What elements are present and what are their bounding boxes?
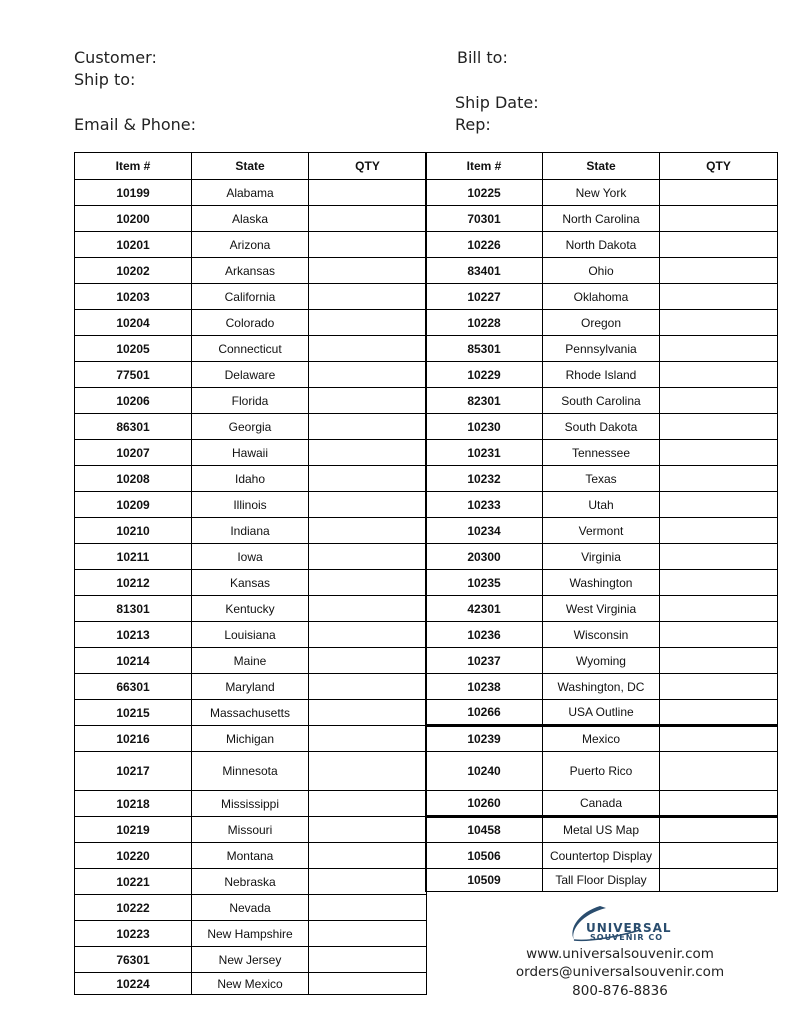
table-row bbox=[75, 362, 427, 388]
qty-input-cell[interactable] bbox=[309, 726, 427, 752]
item-number-cell: 10216 bbox=[75, 726, 192, 752]
qty-input-cell[interactable] bbox=[309, 843, 427, 869]
rep-label: Rep: bbox=[455, 115, 491, 134]
state-cell: Missouri bbox=[192, 817, 309, 843]
qty-input-cell[interactable] bbox=[309, 947, 427, 973]
qty-input-cell[interactable] bbox=[309, 180, 427, 206]
state-cell: Ohio bbox=[543, 258, 660, 284]
table-row bbox=[75, 973, 427, 995]
contact-website[interactable]: www.universalsouvenir.com bbox=[526, 946, 714, 962]
table-row bbox=[426, 518, 778, 544]
table-row bbox=[426, 336, 778, 362]
state-cell: Florida bbox=[192, 388, 309, 414]
table-row bbox=[75, 284, 427, 310]
table-row bbox=[426, 700, 778, 726]
item-number-cell: 10206 bbox=[75, 388, 192, 414]
state-cell: Kentucky bbox=[192, 596, 309, 622]
item-number-cell: 10223 bbox=[75, 921, 192, 947]
item-number-cell: 10217 bbox=[75, 752, 192, 791]
table-row bbox=[75, 180, 427, 206]
table-row bbox=[75, 947, 427, 973]
item-number-cell: 10237 bbox=[426, 648, 543, 674]
state-cell: West Virginia bbox=[543, 596, 660, 622]
state-cell: USA Outline bbox=[543, 700, 660, 726]
qty-input-cell[interactable] bbox=[309, 258, 427, 284]
table-row bbox=[426, 414, 778, 440]
qty-input-cell[interactable] bbox=[660, 414, 778, 440]
state-cell: New York bbox=[543, 180, 660, 206]
qty-input-cell[interactable] bbox=[309, 518, 427, 544]
company-logo bbox=[560, 902, 700, 946]
state-cell: Virginia bbox=[543, 544, 660, 570]
qty-input-cell[interactable] bbox=[660, 544, 778, 570]
column-header-state: State bbox=[192, 153, 309, 180]
state-cell: Michigan bbox=[192, 726, 309, 752]
qty-input-cell[interactable] bbox=[309, 596, 427, 622]
qty-input-cell[interactable] bbox=[660, 570, 778, 596]
state-cell: Alabama bbox=[192, 180, 309, 206]
state-cell: Minnesota bbox=[192, 752, 309, 791]
item-number-cell: 10203 bbox=[75, 284, 192, 310]
column-header-item: Item # bbox=[426, 153, 543, 180]
qty-input-cell[interactable] bbox=[309, 440, 427, 466]
item-number-cell: 10239 bbox=[426, 726, 543, 752]
item-number-cell: 66301 bbox=[75, 674, 192, 700]
state-cell: Oklahoma bbox=[543, 284, 660, 310]
state-cell: Canada bbox=[543, 791, 660, 817]
item-number-cell: 10225 bbox=[426, 180, 543, 206]
qty-input-cell[interactable] bbox=[660, 388, 778, 414]
state-cell: Indiana bbox=[192, 518, 309, 544]
qty-input-cell[interactable] bbox=[660, 752, 778, 791]
item-number-cell: 83401 bbox=[426, 258, 543, 284]
ship-to-label: Ship to: bbox=[74, 70, 136, 89]
qty-input-cell[interactable] bbox=[660, 310, 778, 336]
logo-line-1: UNIVERSAL bbox=[586, 921, 672, 935]
table-row bbox=[75, 206, 427, 232]
item-number-cell: 10227 bbox=[426, 284, 543, 310]
state-cell: Washington bbox=[543, 570, 660, 596]
table-row bbox=[75, 258, 427, 284]
table-row bbox=[75, 466, 427, 492]
item-number-cell: 10204 bbox=[75, 310, 192, 336]
item-number-cell: 10506 bbox=[426, 843, 543, 869]
qty-input-cell[interactable] bbox=[309, 492, 427, 518]
item-number-cell: 10458 bbox=[426, 817, 543, 843]
customer-label: Customer: bbox=[74, 48, 157, 67]
column-header-qty: QTY bbox=[309, 153, 427, 180]
table-row bbox=[75, 388, 427, 414]
qty-input-cell[interactable] bbox=[309, 752, 427, 791]
qty-input-cell[interactable] bbox=[660, 518, 778, 544]
state-cell: California bbox=[192, 284, 309, 310]
state-cell: Tall Floor Display bbox=[543, 869, 660, 892]
state-cell: Nevada bbox=[192, 895, 309, 921]
state-cell: Utah bbox=[543, 492, 660, 518]
item-number-cell: 10201 bbox=[75, 232, 192, 258]
state-cell: Maine bbox=[192, 648, 309, 674]
state-cell: South Dakota bbox=[543, 414, 660, 440]
table-row bbox=[75, 570, 427, 596]
table-row bbox=[426, 622, 778, 648]
item-number-cell: 10232 bbox=[426, 466, 543, 492]
qty-input-cell[interactable] bbox=[309, 817, 427, 843]
state-cell: New Hampshire bbox=[192, 921, 309, 947]
item-number-cell: 10222 bbox=[75, 895, 192, 921]
item-number-cell: 10202 bbox=[75, 258, 192, 284]
item-number-cell: 10233 bbox=[426, 492, 543, 518]
table-row bbox=[75, 726, 427, 752]
qty-input-cell[interactable] bbox=[309, 869, 427, 895]
qty-input-cell[interactable] bbox=[660, 700, 778, 726]
table-row bbox=[426, 284, 778, 310]
qty-input-cell[interactable] bbox=[660, 492, 778, 518]
state-cell: Wyoming bbox=[543, 648, 660, 674]
item-number-cell: 10240 bbox=[426, 752, 543, 791]
state-cell: Oregon bbox=[543, 310, 660, 336]
qty-input-cell[interactable] bbox=[309, 362, 427, 388]
order-table-left bbox=[74, 152, 427, 995]
table-row bbox=[426, 843, 778, 869]
bill-to-label: Bill to: bbox=[457, 48, 508, 67]
qty-input-cell[interactable] bbox=[660, 232, 778, 258]
item-number-cell: 10214 bbox=[75, 648, 192, 674]
state-cell: Puerto Rico bbox=[543, 752, 660, 791]
state-cell: Washington, DC bbox=[543, 674, 660, 700]
contact-phone: 800-876-8836 bbox=[572, 983, 668, 999]
qty-input-cell[interactable] bbox=[309, 466, 427, 492]
column-header-state: State bbox=[543, 153, 660, 180]
table-row bbox=[426, 310, 778, 336]
table-row bbox=[75, 232, 427, 258]
qty-input-cell[interactable] bbox=[309, 921, 427, 947]
table-row bbox=[426, 466, 778, 492]
state-cell: Montana bbox=[192, 843, 309, 869]
table-row bbox=[426, 791, 778, 817]
column-header-qty: QTY bbox=[660, 153, 778, 180]
qty-input-cell[interactable] bbox=[660, 869, 778, 892]
qty-input-cell[interactable] bbox=[660, 206, 778, 232]
item-number-cell: 10228 bbox=[426, 310, 543, 336]
item-number-cell: 10220 bbox=[75, 843, 192, 869]
item-number-cell: 10238 bbox=[426, 674, 543, 700]
table-row bbox=[426, 440, 778, 466]
state-cell: Georgia bbox=[192, 414, 309, 440]
qty-input-cell[interactable] bbox=[660, 674, 778, 700]
state-cell: Tennessee bbox=[543, 440, 660, 466]
state-cell: Delaware bbox=[192, 362, 309, 388]
state-cell: Nebraska bbox=[192, 869, 309, 895]
state-cell: New Mexico bbox=[192, 973, 309, 995]
state-cell: Iowa bbox=[192, 544, 309, 570]
table-row bbox=[75, 869, 427, 895]
state-cell: North Carolina bbox=[543, 206, 660, 232]
table-row bbox=[75, 518, 427, 544]
contact-email[interactable]: orders@universalsouvenir.com bbox=[515, 964, 725, 980]
qty-input-cell[interactable] bbox=[660, 648, 778, 674]
table-row bbox=[75, 648, 427, 674]
qty-input-cell[interactable] bbox=[309, 973, 427, 995]
item-number-cell: 70301 bbox=[426, 206, 543, 232]
item-number-cell: 76301 bbox=[75, 947, 192, 973]
state-cell: Hawaii bbox=[192, 440, 309, 466]
qty-input-cell[interactable] bbox=[309, 310, 427, 336]
state-cell: Rhode Island bbox=[543, 362, 660, 388]
qty-input-cell[interactable] bbox=[660, 440, 778, 466]
item-number-cell: 20300 bbox=[426, 544, 543, 570]
qty-input-cell[interactable] bbox=[309, 544, 427, 570]
qty-input-cell[interactable] bbox=[660, 843, 778, 869]
table-row bbox=[75, 414, 427, 440]
state-cell: Connecticut bbox=[192, 336, 309, 362]
state-cell: Metal US Map bbox=[543, 817, 660, 843]
item-number-cell: 10226 bbox=[426, 232, 543, 258]
item-number-cell: 10215 bbox=[75, 700, 192, 726]
table-row bbox=[426, 674, 778, 700]
email-phone-label: Email & Phone: bbox=[74, 115, 196, 134]
table-row bbox=[75, 700, 427, 726]
item-number-cell: 10221 bbox=[75, 869, 192, 895]
state-cell: Kansas bbox=[192, 570, 309, 596]
state-cell: Mexico bbox=[543, 726, 660, 752]
item-number-cell: 85301 bbox=[426, 336, 543, 362]
table-row bbox=[75, 440, 427, 466]
table-row bbox=[426, 362, 778, 388]
table-row bbox=[426, 180, 778, 206]
qty-input-cell[interactable] bbox=[309, 388, 427, 414]
state-cell: Idaho bbox=[192, 466, 309, 492]
state-cell: Arizona bbox=[192, 232, 309, 258]
item-number-cell: 10266 bbox=[426, 700, 543, 726]
item-number-cell: 10205 bbox=[75, 336, 192, 362]
state-cell: Texas bbox=[543, 466, 660, 492]
state-cell: Louisiana bbox=[192, 622, 309, 648]
table-row bbox=[75, 817, 427, 843]
table-row bbox=[75, 895, 427, 921]
table-row bbox=[75, 310, 427, 336]
table-row bbox=[426, 726, 778, 752]
item-number-cell: 82301 bbox=[426, 388, 543, 414]
column-header-item: Item # bbox=[75, 153, 192, 180]
qty-input-cell[interactable] bbox=[660, 466, 778, 492]
item-number-cell: 10260 bbox=[426, 791, 543, 817]
qty-input-cell[interactable] bbox=[309, 206, 427, 232]
table-row bbox=[426, 570, 778, 596]
item-number-cell: 10236 bbox=[426, 622, 543, 648]
item-number-cell: 42301 bbox=[426, 596, 543, 622]
logo-line-2: SOUVENIR CO bbox=[590, 933, 664, 942]
qty-input-cell[interactable] bbox=[309, 895, 427, 921]
state-cell: Countertop Display bbox=[543, 843, 660, 869]
qty-input-cell[interactable] bbox=[660, 726, 778, 752]
item-number-cell: 10235 bbox=[426, 570, 543, 596]
item-number-cell: 10224 bbox=[75, 973, 192, 995]
item-number-cell: 10213 bbox=[75, 622, 192, 648]
qty-input-cell[interactable] bbox=[309, 336, 427, 362]
table-row bbox=[426, 869, 778, 892]
item-number-cell: 10207 bbox=[75, 440, 192, 466]
qty-input-cell[interactable] bbox=[309, 791, 427, 817]
item-number-cell: 10219 bbox=[75, 817, 192, 843]
item-number-cell: 10509 bbox=[426, 869, 543, 892]
table-row bbox=[426, 258, 778, 284]
table-row bbox=[426, 817, 778, 843]
state-cell: Maryland bbox=[192, 674, 309, 700]
table-row bbox=[75, 752, 427, 791]
item-number-cell: 10218 bbox=[75, 791, 192, 817]
qty-input-cell[interactable] bbox=[660, 362, 778, 388]
table-row bbox=[75, 921, 427, 947]
qty-input-cell[interactable] bbox=[660, 336, 778, 362]
item-number-cell: 10200 bbox=[75, 206, 192, 232]
table-row bbox=[426, 544, 778, 570]
item-number-cell: 86301 bbox=[75, 414, 192, 440]
qty-input-cell[interactable] bbox=[309, 570, 427, 596]
state-cell: Massachusetts bbox=[192, 700, 309, 726]
qty-input-cell[interactable] bbox=[309, 232, 427, 258]
state-cell: Arkansas bbox=[192, 258, 309, 284]
ship-date-label: Ship Date: bbox=[455, 93, 539, 112]
table-row bbox=[75, 674, 427, 700]
qty-input-cell[interactable] bbox=[660, 622, 778, 648]
qty-input-cell[interactable] bbox=[660, 258, 778, 284]
item-number-cell: 10212 bbox=[75, 570, 192, 596]
table-row bbox=[75, 492, 427, 518]
item-number-cell: 10209 bbox=[75, 492, 192, 518]
table-row bbox=[75, 336, 427, 362]
qty-input-cell[interactable] bbox=[660, 180, 778, 206]
item-number-cell: 10199 bbox=[75, 180, 192, 206]
qty-input-cell[interactable] bbox=[309, 700, 427, 726]
item-number-cell: 10234 bbox=[426, 518, 543, 544]
item-number-cell: 81301 bbox=[75, 596, 192, 622]
qty-input-cell[interactable] bbox=[660, 284, 778, 310]
item-number-cell: 10231 bbox=[426, 440, 543, 466]
table-row bbox=[426, 596, 778, 622]
state-cell: Colorado bbox=[192, 310, 309, 336]
qty-input-cell[interactable] bbox=[309, 414, 427, 440]
qty-input-cell[interactable] bbox=[309, 648, 427, 674]
item-number-cell: 10210 bbox=[75, 518, 192, 544]
item-number-cell: 10211 bbox=[75, 544, 192, 570]
state-cell: Pennsylvania bbox=[543, 336, 660, 362]
state-cell: Vermont bbox=[543, 518, 660, 544]
state-cell: North Dakota bbox=[543, 232, 660, 258]
state-cell: Alaska bbox=[192, 206, 309, 232]
state-cell: New Jersey bbox=[192, 947, 309, 973]
table-row bbox=[426, 388, 778, 414]
table-row bbox=[426, 492, 778, 518]
table-row bbox=[75, 544, 427, 570]
table-row bbox=[426, 752, 778, 791]
table-row bbox=[75, 791, 427, 817]
state-cell: Illinois bbox=[192, 492, 309, 518]
state-cell: Wisconsin bbox=[543, 622, 660, 648]
table-row bbox=[426, 232, 778, 258]
table-row bbox=[75, 622, 427, 648]
table-row bbox=[75, 596, 427, 622]
table-row bbox=[426, 206, 778, 232]
order-table-right bbox=[425, 152, 778, 892]
item-number-cell: 77501 bbox=[75, 362, 192, 388]
item-number-cell: 10230 bbox=[426, 414, 543, 440]
state-cell: Mississippi bbox=[192, 791, 309, 817]
item-number-cell: 10229 bbox=[426, 362, 543, 388]
qty-input-cell[interactable] bbox=[309, 622, 427, 648]
qty-input-cell[interactable] bbox=[309, 284, 427, 310]
qty-input-cell[interactable] bbox=[660, 791, 778, 817]
state-cell: South Carolina bbox=[543, 388, 660, 414]
qty-input-cell[interactable] bbox=[309, 674, 427, 700]
item-number-cell: 10208 bbox=[75, 466, 192, 492]
table-row bbox=[75, 843, 427, 869]
qty-input-cell[interactable] bbox=[660, 596, 778, 622]
qty-input-cell[interactable] bbox=[660, 817, 778, 843]
table-row bbox=[426, 648, 778, 674]
